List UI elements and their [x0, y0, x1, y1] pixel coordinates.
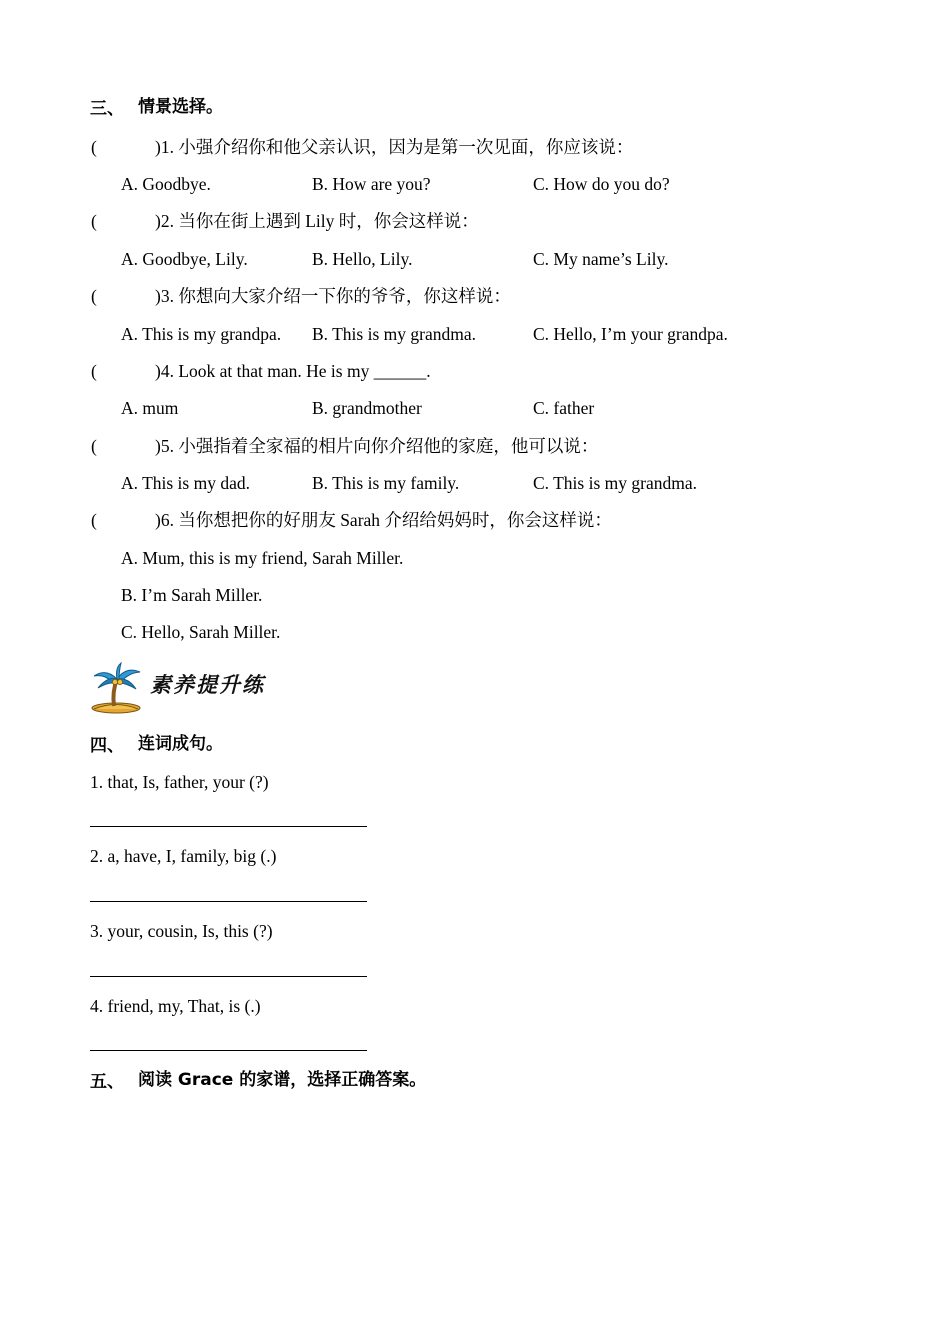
- q4-option-b: B. grandmother: [312, 398, 422, 418]
- question-4-stem: )4. Look at that man. He is my ______.: [155, 361, 431, 381]
- section-5-title: 阅读 Grace 的家谱，选择正确答案。: [138, 1070, 427, 1090]
- question-6-stem: )6. 当你想把你的好朋友 Sarah 介绍给妈妈时，你会这样说：: [155, 510, 612, 530]
- q6-option-c: C. Hello, Sarah Miller.: [121, 622, 281, 642]
- answer-line-2[interactable]: [90, 901, 367, 902]
- sentence-item-4: 4. friend, my, That, is (.): [90, 996, 261, 1016]
- q5-option-a: A. This is my dad.: [121, 473, 250, 493]
- answer-line-1[interactable]: [90, 826, 367, 827]
- section-3-title: 情景选择。: [138, 97, 223, 117]
- section-3-number: 三、: [90, 99, 124, 119]
- section-5-number: 五、: [90, 1072, 124, 1092]
- question-3-stem: )3. 你想向大家介绍一下你的爷爷，你这样说：: [155, 286, 511, 306]
- q2-option-c: C. My name’s Lily.: [533, 249, 669, 269]
- q5-option-c: C. This is my grandma.: [533, 473, 697, 493]
- question-5-stem: )5. 小强指着全家福的相片向你介绍他的家庭，他可以说：: [155, 436, 599, 456]
- answer-paren-3[interactable]: (: [91, 286, 97, 306]
- sentence-item-1: 1. that, Is, father, your (?): [90, 772, 269, 792]
- banner-title: 素养提升练: [150, 673, 265, 697]
- q6-option-a: A. Mum, this is my friend, Sarah Miller.: [121, 548, 404, 568]
- q3-option-c: C. Hello, I’m your grandpa.: [533, 324, 728, 344]
- q6-option-b: B. I’m Sarah Miller.: [121, 585, 263, 605]
- q4-option-c: C. father: [533, 398, 595, 418]
- answer-paren-1[interactable]: (: [91, 137, 97, 157]
- answer-paren-5[interactable]: (: [91, 436, 97, 456]
- answer-paren-4[interactable]: (: [91, 361, 97, 381]
- sentence-item-2: 2. a, have, I, family, big (.): [90, 846, 277, 866]
- question-2-stem: )2. 当你在街上遇到 Lily 时，你会这样说：: [155, 211, 479, 231]
- q1-option-a: A. Goodbye.: [121, 174, 211, 194]
- palm-island-icon: [88, 662, 144, 714]
- q3-option-b: B. This is my grandma.: [312, 324, 476, 344]
- q1-option-c: C. How do you do?: [533, 174, 670, 194]
- q3-option-a: A. This is my grandpa.: [121, 324, 282, 344]
- q4-option-a: A. mum: [121, 398, 179, 418]
- section-4-title: 连词成句。: [138, 734, 223, 754]
- sentence-item-3: 3. your, cousin, Is, this (?): [90, 921, 273, 941]
- q5-option-b: B. This is my family.: [312, 473, 460, 493]
- q2-option-a: A. Goodbye, Lily.: [121, 249, 248, 269]
- answer-paren-6[interactable]: (: [91, 510, 97, 530]
- q2-option-b: B. Hello, Lily.: [312, 249, 413, 269]
- section-4-number: 四、: [90, 736, 124, 756]
- q1-option-b: B. How are you?: [312, 174, 431, 194]
- answer-line-3[interactable]: [90, 976, 367, 977]
- answer-line-4[interactable]: [90, 1050, 367, 1051]
- question-1-stem: )1. 小强介绍你和他父亲认识，因为是第一次见面，你应该说：: [155, 137, 634, 157]
- answer-paren-2[interactable]: (: [91, 211, 97, 231]
